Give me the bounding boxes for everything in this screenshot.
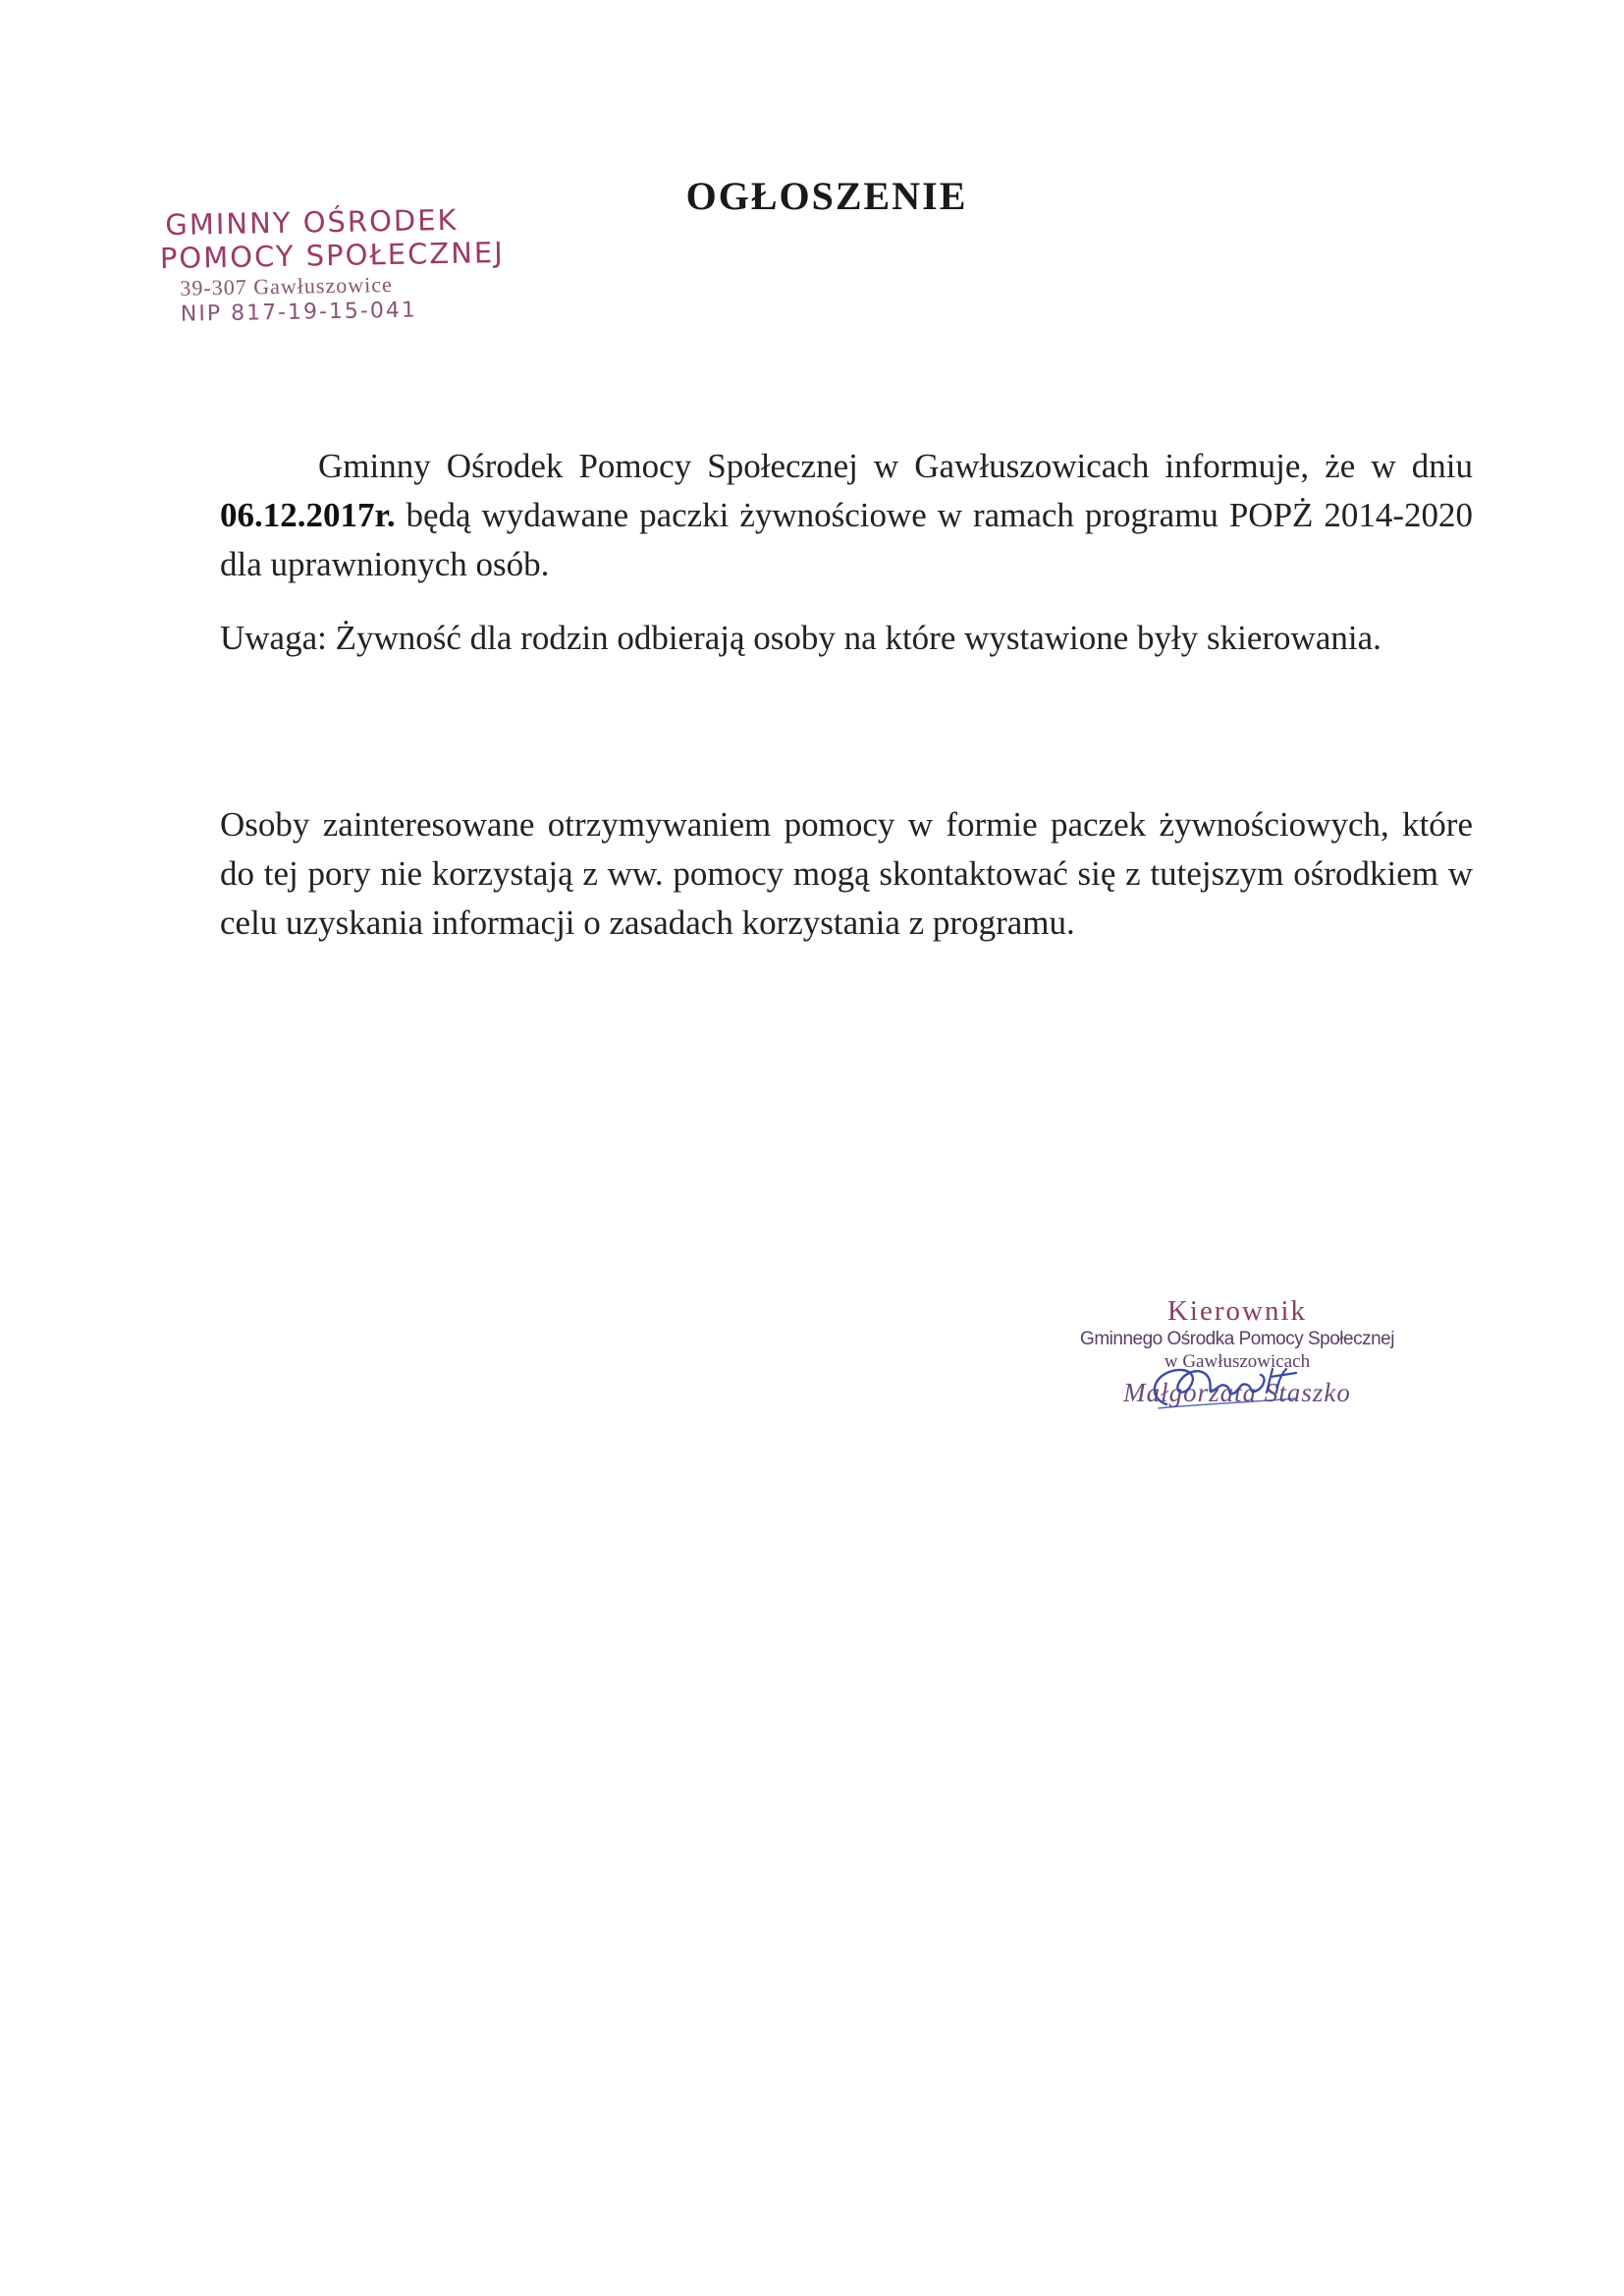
paragraph-contact-info: Osoby zainteresowane otrzymywaniem pomocy w formie paczek żywnościowych, które do tej pory nie korzystają z ww. pomocy mogą skontaktować się z tutejszym ośrodkiem w celu uzyskania informacji o zasadach korzystania z programu. [220,805,1473,942]
signature-name: Małgorzata Staszko [1123,1378,1351,1407]
document-title: OGŁOSZENIE [685,174,968,218]
signature-org-line-2: w Gawłuszowicach [1164,1351,1311,1372]
paragraph-announcement [220,442,1473,589]
handwritten-signature [1129,1347,1326,1426]
stamp-line-2: POMOCY SPOŁECZNEJ [159,235,506,276]
stamp-line-1: GMINNY OŚRODEK [165,202,459,242]
signature-org-line-1: Gminnego Ośrodka Pomocy Społecznej [1080,1329,1394,1349]
stamp-address: 39-307 Gawłuszowice [180,271,393,301]
signature-role: Kierownik [1166,1295,1308,1327]
paragraph-1-start: Gminny Ośrodek Pomocy Społecznej w Gawłuszowicach informuje, że w dniu [318,447,1473,485]
paragraph-note: Uwaga: Żywność dla rodzin odbierają osoby na które wystawione były skierowania. [220,619,1381,657]
paragraph-1-end: będą wydawane paczki żywnościowe w ramach programu POPŻ 2014-2020 dla uprawnionych osób. [220,496,1473,583]
distribution-date: 06.12.2017r. [220,496,396,534]
institution-stamp [159,202,506,328]
stamp-nip: NIP 817-19-15-041 [180,298,418,327]
